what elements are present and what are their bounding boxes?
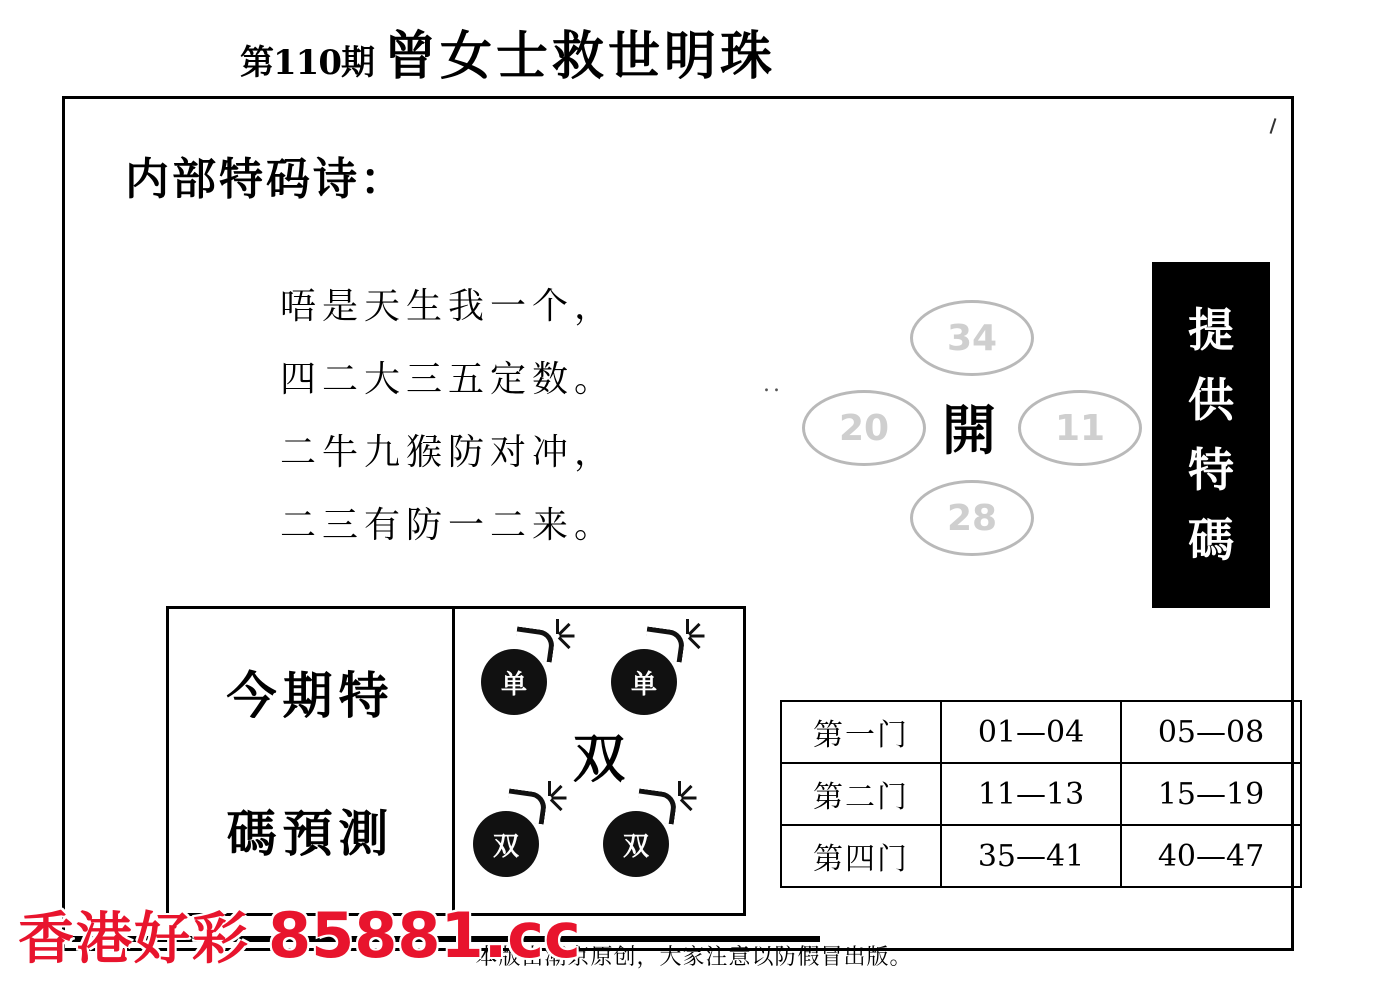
table-row xyxy=(781,701,1301,763)
banner-char: 供 xyxy=(1188,373,1234,427)
number-ball-cluster xyxy=(790,300,1150,560)
bomb-panel xyxy=(455,609,743,913)
watermark xyxy=(18,895,581,975)
bomb-icon xyxy=(473,625,569,721)
bomb-label: 双 xyxy=(473,811,539,877)
open-character: 開 xyxy=(942,398,996,462)
poem-line: 唔是天生我一个， xyxy=(280,286,617,327)
issue-number: 第110期 xyxy=(240,43,374,83)
watermark-text: 香港好彩 xyxy=(18,907,250,972)
footer-note: 本版由潮京原创，大家注意以防假冒出版。 xyxy=(475,945,913,970)
spark-icon xyxy=(541,619,575,653)
table-row xyxy=(781,825,1301,887)
bomb-label: 单 xyxy=(611,649,677,715)
spark-icon xyxy=(533,781,567,815)
prediction-label xyxy=(169,609,455,913)
ball-bottom: 28 xyxy=(910,480,1034,556)
banner-char: 特 xyxy=(1188,443,1234,497)
prediction-label-line: 碼預測 xyxy=(226,805,395,863)
spark-icon xyxy=(671,619,705,653)
dots-decoration: .. xyxy=(763,372,783,397)
page-title xyxy=(240,14,776,89)
center-double-char: 双 xyxy=(572,730,625,790)
section-heading: 内部特码诗： xyxy=(125,154,407,205)
poem-line: 二三有防一二来。 xyxy=(280,505,617,546)
watermark-number: 85881.cc xyxy=(268,898,581,972)
poem-line: 二牛九猴防对冲， xyxy=(280,432,617,473)
gate-range: 35—41 xyxy=(941,825,1121,887)
bomb-icon xyxy=(603,625,699,721)
banner-char: 碼 xyxy=(1188,513,1234,567)
bomb-icon xyxy=(465,787,561,883)
gate-name: 第四门 xyxy=(781,825,941,887)
title-text: 曾女士救世明珠 xyxy=(383,27,776,87)
supply-code-banner xyxy=(1152,262,1270,608)
prediction-label-line: 今期特 xyxy=(226,667,395,725)
poem-line: 四二大三五定数。 xyxy=(280,359,617,400)
ball-right: 11 xyxy=(1018,390,1142,466)
ball-top: 34 xyxy=(910,300,1034,376)
gate-range: 40—47 xyxy=(1121,825,1301,887)
banner-char: 提 xyxy=(1188,303,1234,357)
gate-range: 01—04 xyxy=(941,701,1121,763)
bomb-icon xyxy=(595,787,691,883)
gate-range: 15—19 xyxy=(1121,763,1301,825)
bomb-label: 双 xyxy=(603,811,669,877)
gate-range: 11—13 xyxy=(941,763,1121,825)
prediction-box xyxy=(166,606,746,916)
poem-block xyxy=(280,270,616,562)
bomb-label: 单 xyxy=(481,649,547,715)
gate-range-table xyxy=(780,700,1302,888)
gate-range: 05—08 xyxy=(1121,701,1301,763)
spark-icon xyxy=(663,781,697,815)
ball-left: 20 xyxy=(802,390,926,466)
table-row xyxy=(781,763,1301,825)
gate-name: 第一门 xyxy=(781,701,941,763)
gate-name: 第二门 xyxy=(781,763,941,825)
